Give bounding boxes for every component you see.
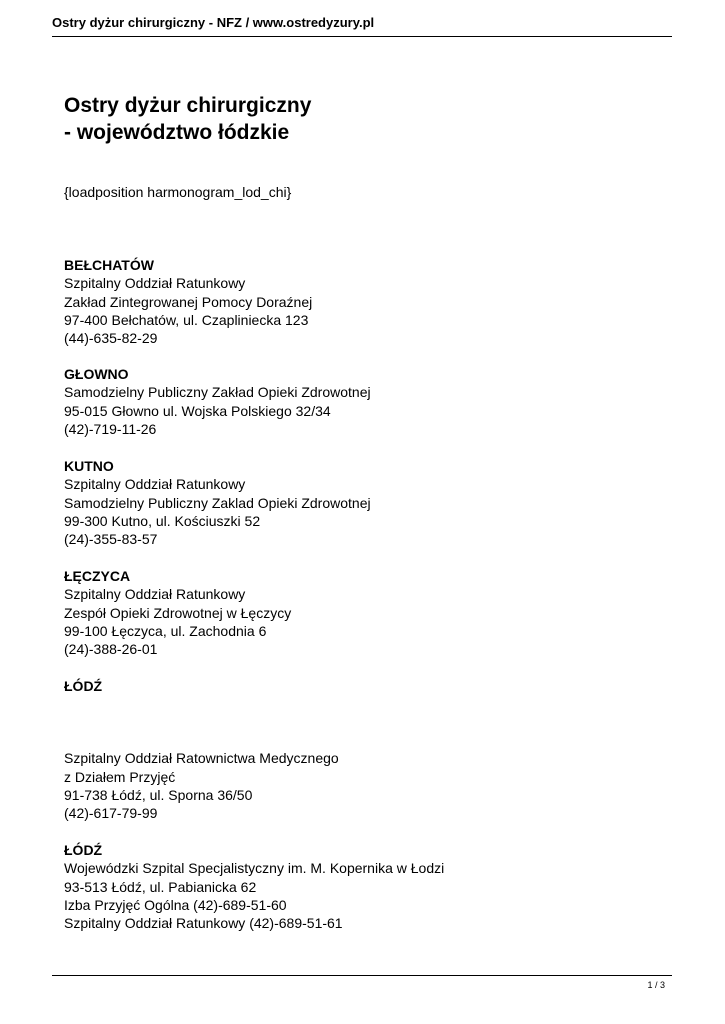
entry-line: 97-400 Bełchatów, ul. Czapliniecka 123 [64, 311, 309, 328]
entry-phone: (24)-388-26-01 [64, 641, 158, 658]
entry-phone: Szpitalny Oddział Ratunkowy (42)-689-51-61 [64, 915, 343, 932]
entry-line: Zespół Opieki Zdrowotnej w Łęczycy [64, 604, 292, 621]
hospital-entry-leczyca [64, 567, 291, 658]
entry-phone: (44)-635-82-29 [64, 330, 158, 347]
city-name: BEŁCHATÓW [64, 257, 154, 273]
city-name: ŁÓDŹ [64, 678, 103, 694]
page-title-line-2: - województwo łódzkie [64, 121, 290, 144]
footer-divider [52, 975, 672, 976]
hospital-entry-belchatow [64, 256, 312, 347]
hospital-entry-glowno [64, 365, 371, 438]
entry-line: 95-015 Głowno ul. Wojska Polskiego 32/34 [64, 402, 331, 419]
entry-phone: (42)-617-79-99 [64, 805, 158, 822]
entry-line: 99-100 Łęczyca, ul. Zachodnia 6 [64, 622, 267, 639]
entry-line: Szpitalny Oddział Ratunkowy [64, 476, 246, 493]
city-name: KUTNO [64, 458, 114, 474]
city-name: ŁĘCZYCA [64, 568, 131, 584]
header-divider [52, 36, 672, 37]
entry-line: 93-513 Łódź, ul. Pabianicka 62 [64, 878, 257, 895]
entry-line: Szpitalny Oddział Ratownictwa Medycznego [64, 750, 339, 767]
entry-phone: (42)-719-11-26 [64, 420, 157, 437]
loadposition-placeholder: {loadposition harmonogram_lod_chi} [64, 184, 292, 200]
entry-line: 91-738 Łódź, ul. Sporna 36/50 [64, 786, 253, 803]
entry-line: Wojewódzki Szpital Specjalistyczny im. M. Kopernika w Łodzi [64, 860, 445, 877]
entry-phone: (24)-355-83-57 [64, 531, 158, 548]
page-title-line-1: Ostry dyżur chirurgiczny [64, 94, 312, 117]
entry-line: 99-300 Kutno, ul. Kościuszki 52 [64, 512, 261, 529]
entry-line: Szpitalny Oddział Ratunkowy [64, 586, 246, 603]
hospital-entry-kutno [64, 457, 371, 548]
entry-line: z Działem Przyjęć [64, 768, 176, 785]
page-number: 1 / 3 [647, 980, 665, 990]
city-name: ŁÓDŹ [64, 842, 103, 858]
entry-line: Izba Przyjęć Ogólna (42)-689-51-60 [64, 896, 287, 913]
page-title [64, 92, 311, 146]
entry-line: Szpitalny Oddział Ratunkowy [64, 275, 246, 292]
hospital-entry-lodz-kopernik [64, 841, 444, 932]
city-name: GŁOWNO [64, 366, 129, 382]
entry-line: Samodzielny Publiczny Zakład Opieki Zdrowotnej [64, 384, 371, 401]
entry-line: Zakład Zintegrowanej Pomocy Doraźnej [64, 293, 313, 310]
entry-line: Samodzielny Publiczny Zaklad Opieki Zdrowotnej [64, 494, 371, 511]
hospital-entry-lodz-sporna [64, 677, 339, 822]
entry-gap [64, 695, 339, 749]
page-header: Ostry dyżur chirurgiczny - NFZ / www.ostredyzury.pl [52, 15, 375, 30]
